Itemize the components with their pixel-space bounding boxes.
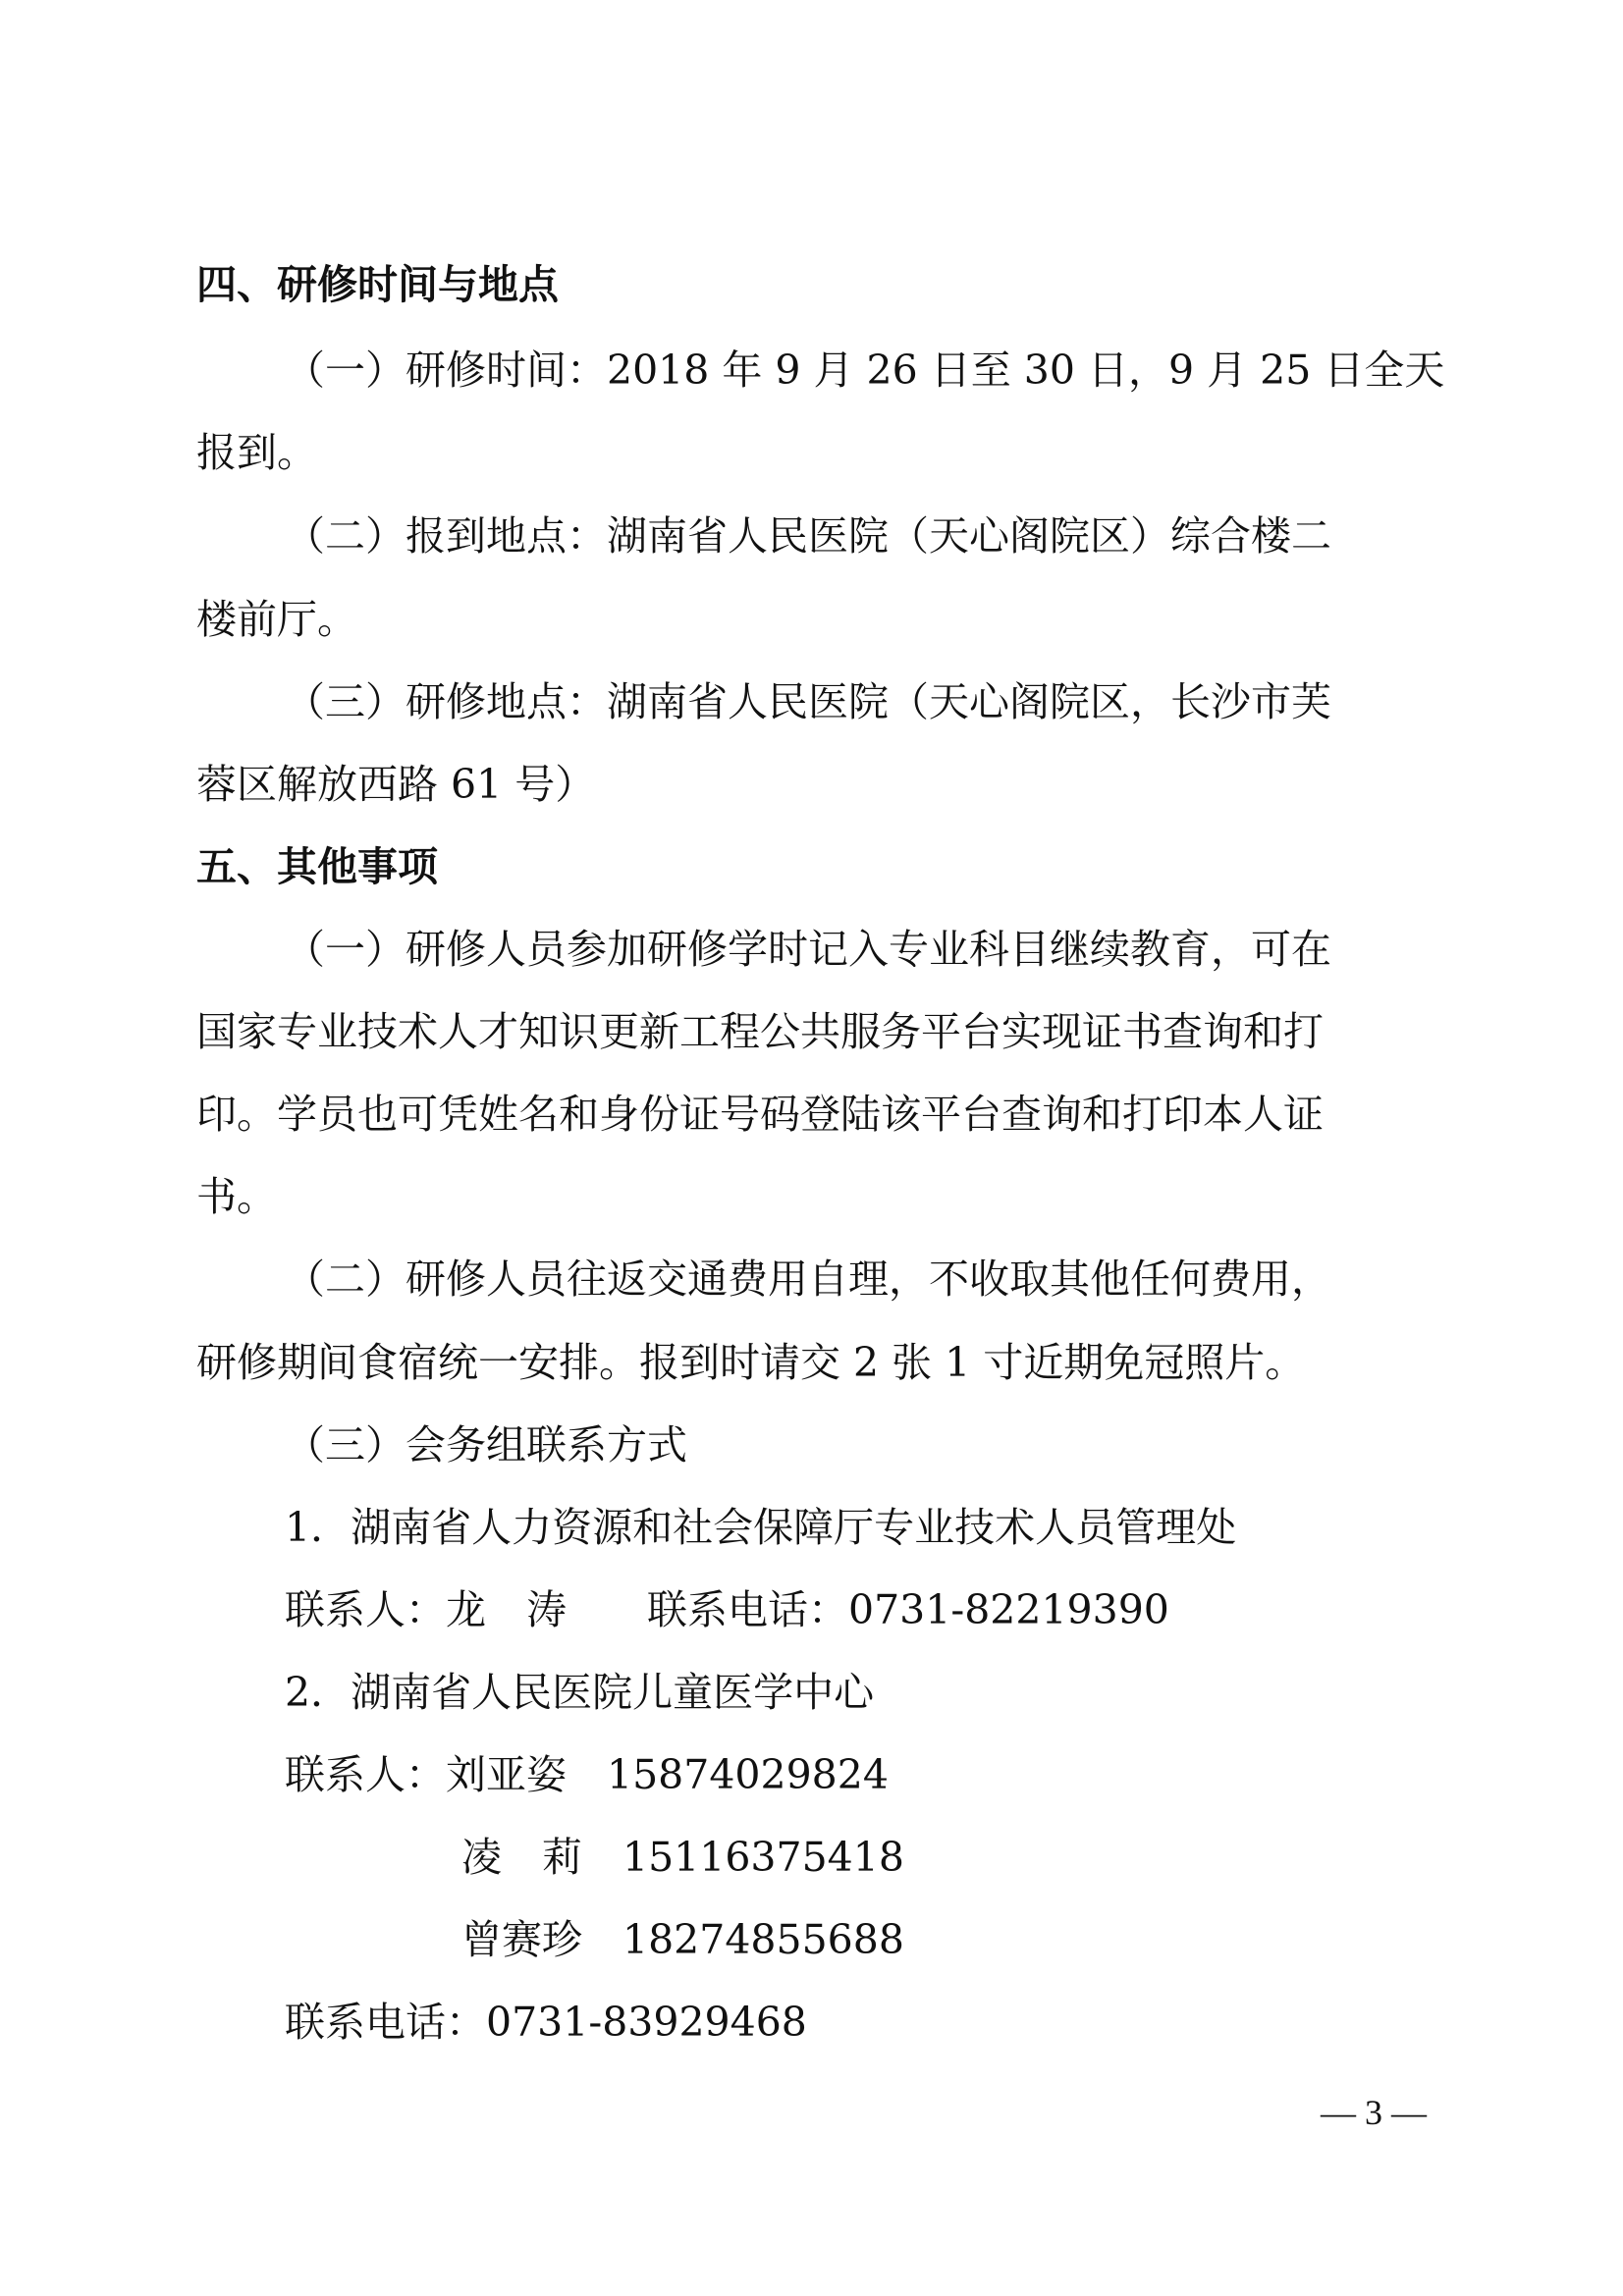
section-4-item-3-line-2: 蓉区解放西路 61 号） (196, 761, 596, 808)
page-number: — 3 — (1321, 2093, 1427, 2132)
contact-2-phone: 联系电话：0731-83929468 (285, 1999, 807, 2046)
contact-2-organization: 2．湖南省人民医院儿童医学中心 (285, 1669, 875, 1716)
section-5-item-1-line-3: 印。学员也可凭姓名和身份证号码登陆该平台查询和打印本人证 (196, 1091, 1324, 1138)
section-5-item-2-line-2: 研修期间食宿统一安排。报到时请交 2 张 1 寸近期免冠照片。 (196, 1339, 1306, 1386)
section-4-item-3-line-1: （三）研修地点：湖南省人民医院（天心阁院区，长沙市芙 (285, 678, 1331, 725)
contact-1-organization: 1．湖南省人力资源和社会保障厅专业技术人员管理处 (285, 1504, 1237, 1551)
section-5-item-1-line-2: 国家专业技术人才知识更新工程公共服务平台实现证书查询和打 (196, 1008, 1324, 1055)
contact-2-person-3: 曾赛珍 18274855688 (461, 1916, 904, 1963)
contact-2-person-2: 凌 莉 15116375418 (461, 1834, 904, 1881)
contact-2-person-1: 联系人：刘亚姿 15874029824 (285, 1751, 889, 1798)
section-5-item-3-heading: （三）会务组联系方式 (285, 1421, 687, 1468)
section-4-item-1-line-1: （一）研修时间：2018 年 9 月 26 日至 30 日，9 月 25 日全天 (285, 347, 1445, 394)
section-5-item-1-line-1: （一）研修人员参加研修学时记入专业科目继续教育，可在 (285, 926, 1331, 973)
section-4-item-2-line-1: （二）报到地点：湖南省人民医院（天心阁院区）综合楼二 (285, 512, 1331, 560)
section-5-heading: 五、其他事项 (196, 843, 438, 890)
section-5-item-2-line-1: （二）研修人员往返交通费用自理，不收取其他任何费用， (285, 1255, 1331, 1303)
section-4-item-2-line-2: 楼前厅。 (196, 596, 357, 643)
section-4-item-1-line-2: 报到。 (196, 429, 317, 476)
section-4-heading: 四、研修时间与地点 (196, 261, 559, 308)
section-5-item-1-line-4: 书。 (196, 1173, 277, 1220)
contact-1-detail: 联系人：龙 涛 联系电话：0731-82219390 (285, 1586, 1169, 1633)
